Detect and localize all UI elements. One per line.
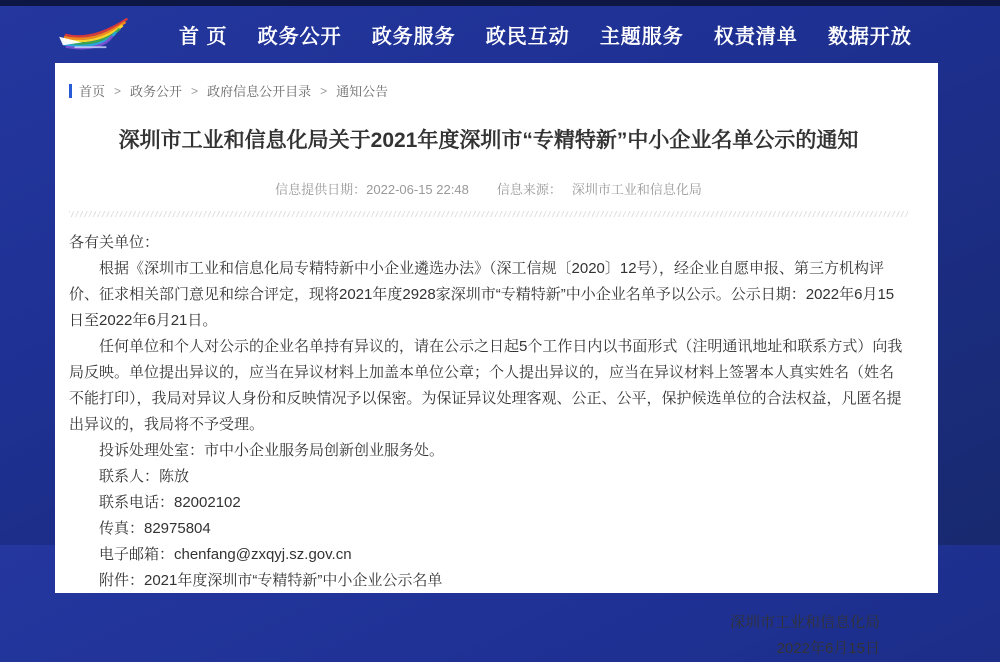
- article-body: [69, 230, 908, 662]
- top-navigation-bar: [0, 6, 1000, 63]
- line-contact-person: 联系人：陈放: [99, 468, 190, 485]
- paragraph-objection: 任何单位和个人对公示的企业名单持有异议的，请在公示之日起5个工作日内以书面形式（注明通讯地址和联系方式）向我局反映。单位提出异议的，应当在异议材料上加盖本单位公章；个人提出异议的，应当在异议材料上签署本人真实姓名（姓名不能打印），我局对异议人身份和反映情况予以保密。为保证异议处理客观、公正、公平，保护候选单位的合法权益，凡匿名提出异议的，我局将不予受理。: [69, 338, 903, 433]
- article-meta: [69, 179, 908, 198]
- meta-date-value: 2022-06-15 22:48: [366, 182, 469, 197]
- line-attachment: 附件：2021年度深圳市“专精特新”中小企业公示名单: [99, 572, 443, 589]
- breadcrumb-gov-info[interactable]: 政务公开: [130, 84, 183, 99]
- breadcrumb-separator: >: [191, 83, 199, 98]
- signature-date: 2022年6月15日: [776, 640, 880, 657]
- nav-item-gov-service[interactable]: 政务服务: [371, 26, 456, 48]
- nav-item-interaction[interactable]: 政民互动: [485, 26, 570, 48]
- breadcrumb-separator: >: [114, 83, 122, 98]
- meta-source-value: 深圳市工业和信息化局: [571, 182, 702, 197]
- nav-item-gov-info[interactable]: 政务公开: [257, 26, 342, 48]
- rainbow-bird-logo-icon: [55, 14, 141, 50]
- line-fax: 传真：82975804: [99, 520, 211, 537]
- paragraph-basis: 根据《深圳市工业和信息化局专精特新中小企业遴选办法》（深工信规〔2020〕12号），经企业自愿申报、第三方机构评价、征求相关部门意见和综合评定，现将2021年度2928家深圳市“专精特新”中小企业名单予以公示。公示日期：2022年6月15日至2022年6月21日。: [69, 260, 895, 329]
- breadcrumb: [69, 81, 908, 100]
- meta-source-label: 信息来源：: [496, 182, 562, 197]
- nav-item-home[interactable]: 首 页: [179, 26, 228, 48]
- breadcrumb-home[interactable]: 首页: [79, 84, 106, 99]
- nav-item-open-data[interactable]: 数据开放: [827, 26, 912, 48]
- meta-date-label: 信息提供日期：: [275, 182, 367, 197]
- breadcrumb-separator: >: [320, 83, 328, 98]
- content-panel: [55, 63, 938, 657]
- line-complaint-office: 投诉处理处室：市中小企业服务局创新创业服务处。: [99, 442, 445, 459]
- site-logo[interactable]: [55, 14, 141, 55]
- breadcrumb-marker-bar: [69, 84, 72, 98]
- breadcrumb-directory[interactable]: 政府信息公开目录: [207, 84, 312, 99]
- signature-org: 深圳市工业和信息化局: [729, 614, 880, 631]
- nav-item-duty-list[interactable]: 权责清单: [713, 26, 798, 48]
- nav-item-topics[interactable]: 主题服务: [599, 26, 684, 48]
- breadcrumb-notices[interactable]: 通知公告: [336, 84, 389, 99]
- page-title: 深圳市工业和信息化局关于2021年度深圳市“专精特新”中小企业名单公示的通知: [118, 129, 859, 152]
- hatched-divider: [69, 211, 908, 217]
- salutation-line: 各有关单位：: [69, 234, 160, 251]
- line-contact-phone: 联系电话：82002102: [99, 494, 241, 511]
- line-email: 电子邮箱：chenfang@zxqyj.sz.gov.cn: [99, 546, 352, 563]
- main-nav: [179, 20, 912, 49]
- signature-block: [69, 610, 908, 662]
